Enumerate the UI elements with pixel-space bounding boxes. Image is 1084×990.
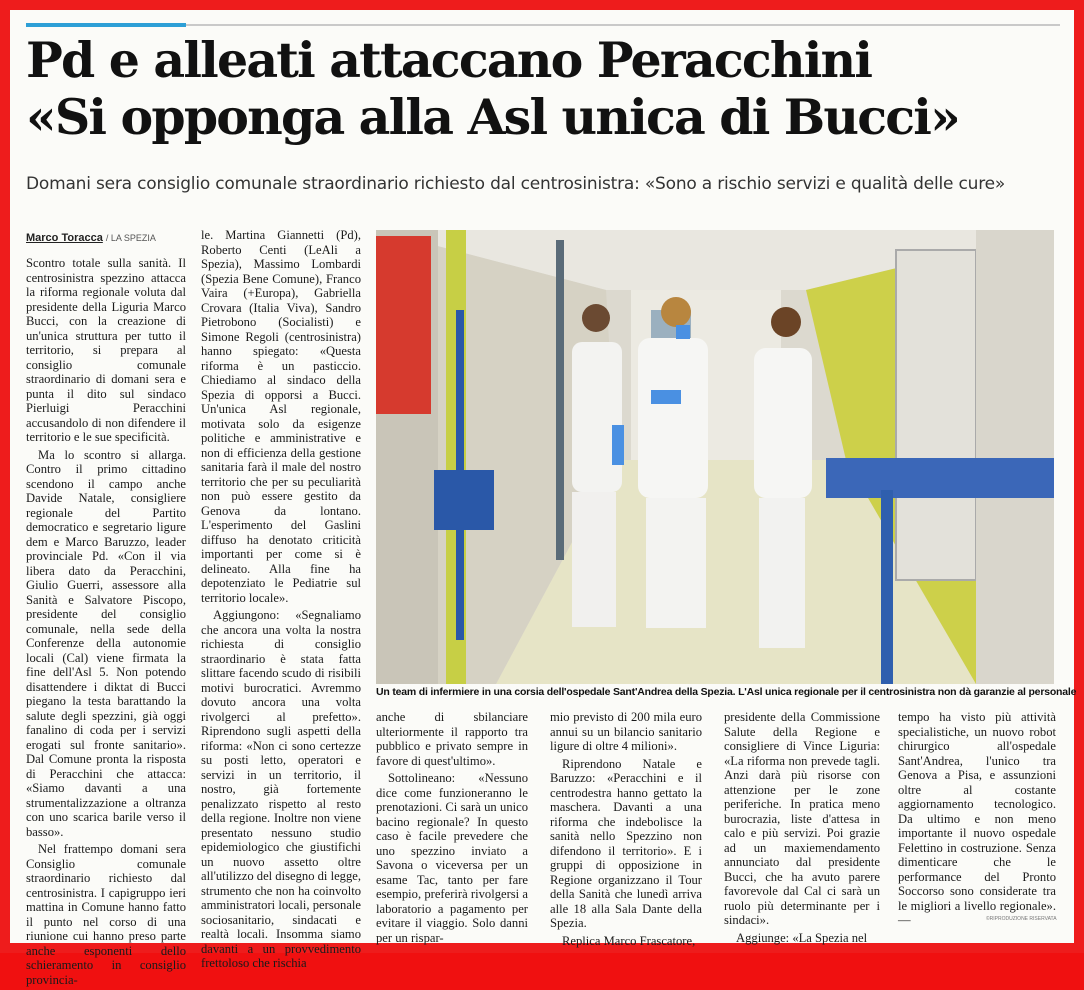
photo-illustration bbox=[376, 230, 1054, 684]
paragraph: mio previsto di 200 mila euro annui su un bilancio sanitario ligure di oltre 4 milioni». bbox=[550, 710, 702, 753]
author-name: Marco Toracca bbox=[26, 232, 103, 244]
paragraph: Scontro totale sulla sanità. Il centrosinistra spezzino attacca la riforma regionale voluta dal presidente della Liguria Marco Bucci, con la creazione di un'unica struttura per tutto il territorio, si prepara al consiglio comunale straordinario di domani sera e punta il dito sul sindaco Pierluigi Peracchini accusandolo di non difendere il territorio e le sue specificità. bbox=[26, 256, 186, 444]
byline bbox=[26, 232, 156, 244]
dateline-location: / LA SPEZIA bbox=[105, 233, 156, 243]
headline-line-1: Pd e alleati attaccano Peracchini bbox=[26, 31, 872, 89]
subheadline: Domani sera consiglio comunale straordinario richiesto dal centrosinistra: «Sono a rischio servizi e qualità delle cure» bbox=[26, 174, 1006, 194]
paragraph: Replica Marco Frascatore, bbox=[562, 933, 696, 948]
headline-line-2: «Si opponga alla Asl unica di Bucci» bbox=[26, 88, 959, 146]
paragraph: anche di sbilanciare ulteriormente il rapporto tra pubblico e privato sempre in favore di quest'ultimo». bbox=[376, 710, 528, 768]
paragraph: presidente della Commissione Salute della Regione e consigliere di Vince Liguria: «La riforma non prevede tagli. Anzi darà più risorse con attenzione per le zone periferiche. In pratica meno burocrazia, liste d'attesa in calo e più servizi. Poi grazie ad un maxiemendamento annunciato dal presidente Bucci, che ha avuto parere favorevole dal Cal ci sarà un ruolo più determinante per i sindaci». bbox=[724, 710, 880, 927]
column-5 bbox=[724, 710, 880, 948]
paragraph: Ma lo scontro si allarga. Contro il primo cittadino scendono il campo anche Davide Natale, consigliere regionale del Partito democratico e segretario ligure dem e Marco Baruzzo, leader provinciale Pd. «Con il via libera dato da Peracchini, Giulio Guerri, assessore alla Sanità e Salvatore Piscopo, presidente del consiglio comunale, nella sede della Conferenze della autonomie locali (Cal) viene firmata la fine dell'Asl 5. Non potendo disattendere i diktat di Bucci piegano la testa barattando la salute degli spezzini, già oggi fanalino di coda per i servizi erogati sul fronte sanitario». Dal Comune pronta la risposta di Peracchini che attacca: «Siamo davanti a una strumentalizzazione a oltranza con uno scarica barile verso il basso». bbox=[26, 447, 186, 839]
top-accent-bar bbox=[26, 23, 186, 27]
column-1 bbox=[26, 256, 186, 990]
paragraph: Aggiungono: «Segnaliamo che ancora una volta la nostra richiesta di consiglio straordinario è stata fatta slittare facendo scudo di risibili motivi burocratici. Avremmo dovuto ancora una volta rivolgerci al prefetto». Riprendono sugli aspetti della riforma: «Non ci sono certezze su posti letto, operatori e servizi in un territorio, il nostro, già fortemente penalizzato rispetto al resto della regione. Inoltre non viene presentato nessuno studio epidemiologico che giustifichi un nuovo assetto oltre all'utilizzo del disegno di legge, strumento che non ha coinvolto amministratori locali, personale sociosanitario, sindacati e realtà locali. Insomma siamo davanti a un provvedimento frettoloso che rischia bbox=[201, 608, 361, 970]
column-2 bbox=[201, 228, 361, 974]
paragraph: Aggiunge: «La Spezia nel bbox=[736, 930, 868, 945]
column-6 bbox=[898, 710, 1056, 931]
headline bbox=[26, 32, 1066, 146]
paragraph: Riprendono Natale e Baruzzo: «Peracchini e il centrodestra hanno gettato la maschera. Davanti a una riforma che indebolisce la sanità nello Spezzino non difendono il territorio». E i gruppi di opposizione in Regione organizzano il Tour della Sanità che lunedì arriva alle 18 alla Sala Dante della Spezia. bbox=[550, 756, 702, 930]
column-4 bbox=[550, 710, 702, 951]
photo-caption: Un team di infermiere in una corsia dell'ospedale Sant'Andrea della Spezia. L'Asl unica regionale per il centrosinistra non dà garanzie al personale bbox=[376, 686, 1077, 698]
copyright-note: ©RIPRODUZIONE RISERVATA bbox=[986, 916, 1057, 922]
paragraph: tempo ha visto più attività specialistiche, un nuovo robot chirurgico all'ospedale Sant'Andrea, l'unico tra Genova a Pisa, e assunzioni oltre al costante aggiornamento tecnologico. Da ultimo e non meno importante il nuovo ospedale Felettino in costruzione. Senza dimenticare che le performance del Pronto Soccorso sono considerate tra le migliori a livello regionale». — bbox=[898, 710, 1056, 927]
hospital-corridor-photo bbox=[376, 230, 1054, 684]
paragraph: le. Martina Giannetti (Pd), Roberto Centi (LeAli a Spezia), Massimo Lombardi (Spezia Bene Comune), Franco Vaira (+Europa), Gabriella Crovara (Italia Viva), Sandro Pietrobono (Socialisti) e Simone Regoli (centrosinistra) hanno spiegato: «Questa riforma è un pasticcio. Chiediamo al sindaco della Spezia di opporsi a Bucci. Un'unica Asl regionale, motivata solo da esigenze politiche e amministrative e non di efficienza della gestione sanitaria farà il male del nostro territorio che per su peculiarità non può essere gestito da Genova da lontano. L'esperimento del Gaslini diffuso ha denotato criticità importanti per come si è delineato. Alla fine ha depotenziato le Pediatrie sul territorio locale». bbox=[201, 228, 361, 605]
paragraph: Sottolineano: «Nessuno dice come funzioneranno le prenotazioni. Ci sarà un unico bacino regionale? In questo caso è facile prevedere che uno spezzino inviato a Savona o viceversa per un esame Tac, tanto per fare esempio, preferirà rivolgersi a laboratorio a pagamento per evitare il viaggio. Solo danni per un rispar- bbox=[376, 771, 528, 945]
paragraph: Nel frattempo domani sera Consiglio comunale straordinario richiesto dal centrosinistra. I capigruppo ieri mattina in Comune hanno fatto il punto nel corso di una riunione cui hanno preso parte anche esponenti dello schieramento in consiglio provincia- bbox=[26, 842, 186, 987]
newspaper-page bbox=[10, 10, 1077, 987]
column-3 bbox=[376, 710, 528, 948]
